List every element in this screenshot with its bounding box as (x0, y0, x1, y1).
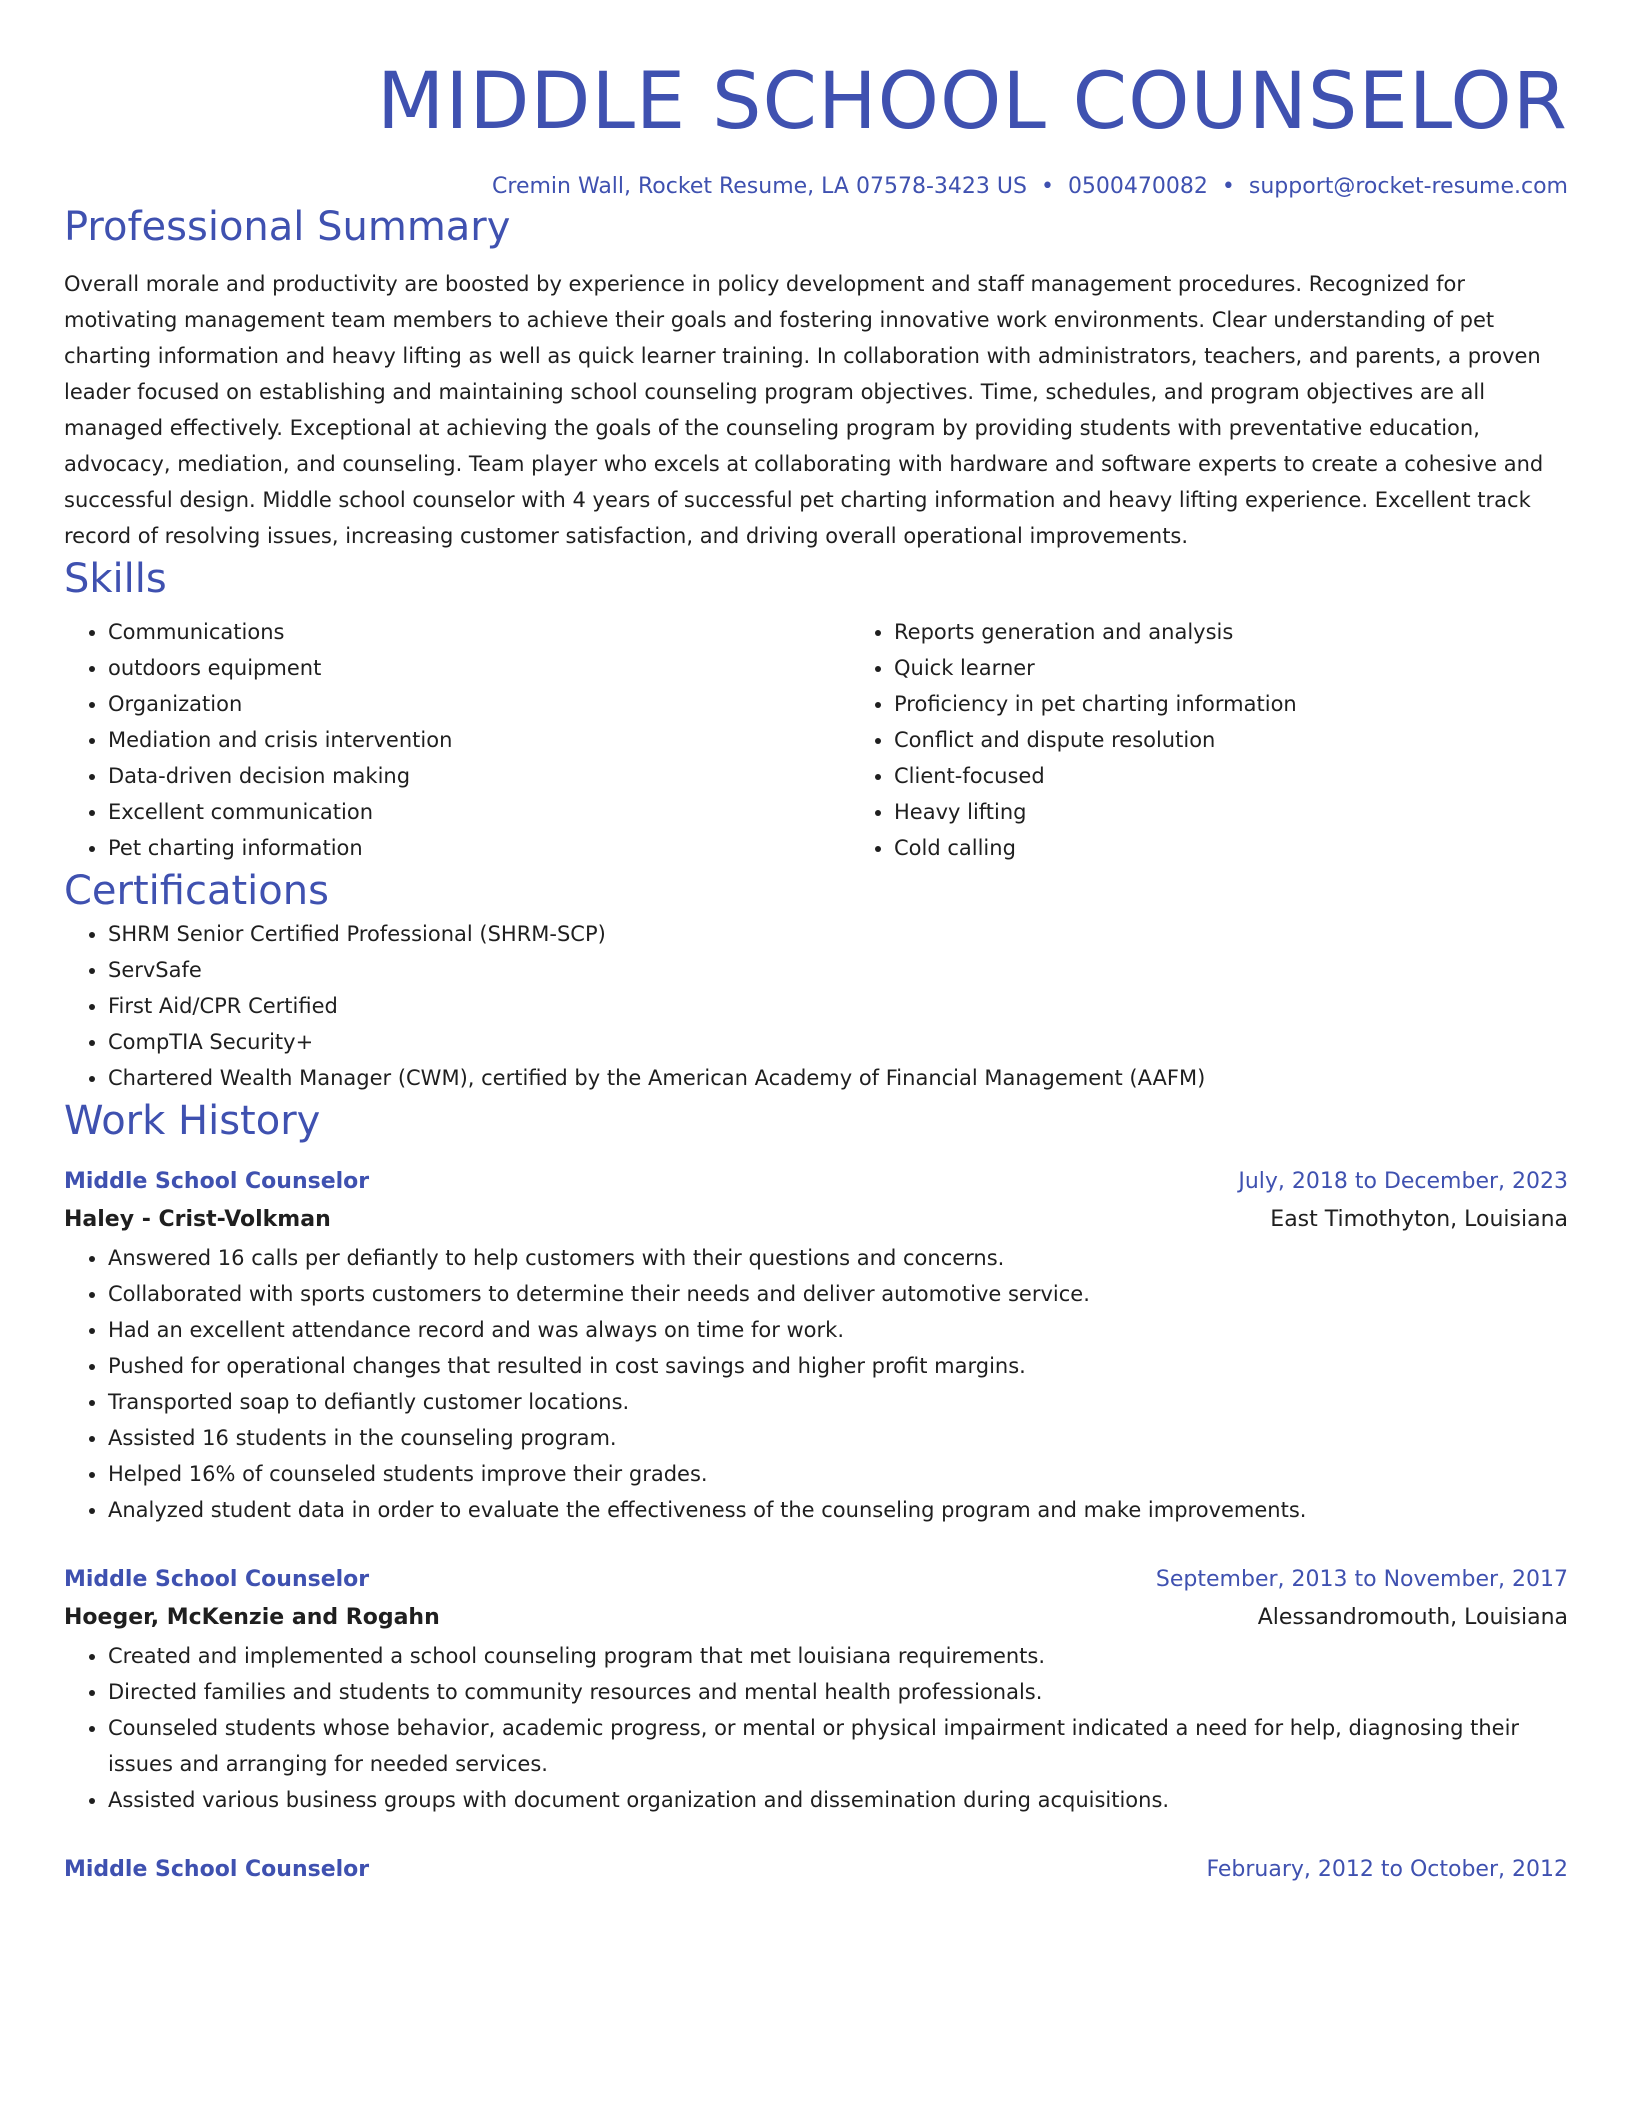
job-entry (64, 1164, 1568, 1528)
job-bullet: • Directed families and students to community resources and mental health professionals. (108, 1674, 1568, 1710)
job-dates: February, 2012 to October, 2012 (1206, 1857, 1568, 1882)
job-location: East Timothyton, Louisiana (1270, 1207, 1568, 1232)
skill-item: • Mediation and crisis intervention (108, 722, 850, 758)
job-title: Middle School Counselor (64, 1857, 370, 1882)
skill-item: • Cold calling (894, 830, 1568, 866)
skills-heading: Skills (64, 556, 167, 602)
skill-item: • Quick learner (894, 650, 1568, 686)
job-bullet: • Had an excellent attendance record and was always on time for work. (108, 1312, 1568, 1348)
summary-heading: Professional Summary (64, 204, 511, 250)
skill-item: • Client-focused (894, 758, 1568, 794)
job-header-row (64, 1562, 1568, 1598)
certification-item: • ServSafe (108, 952, 1568, 988)
skills-list-left (64, 614, 850, 866)
job-bullet: • Assisted 16 students in the counseling program. (108, 1420, 1568, 1456)
job-header-row (64, 1852, 1568, 1888)
work-history-heading: Work History (64, 1098, 321, 1144)
contact-email[interactable]: support@rocket-resume.com (1248, 174, 1568, 199)
job-bullet: • Collaborated with sports customers to determine their needs and deliver automotive service. (108, 1276, 1568, 1312)
skill-item: • outdoors equipment (108, 650, 850, 686)
skill-item: • Conflict and dispute resolution (894, 722, 1568, 758)
job-bullet: • Transported soap to defiantly customer locations. (108, 1384, 1568, 1420)
skill-item: • Heavy lifting (894, 794, 1568, 830)
contact-separator: • (1040, 174, 1054, 199)
certification-item: • CompTIA Security+ (108, 1024, 1568, 1060)
job-title: Middle School Counselor (64, 1169, 370, 1194)
certification-item: • Chartered Wealth Manager (CWM), certified by the American Academy of Financial Management (AAFM) (108, 1060, 1568, 1096)
job-title: Middle School Counselor (64, 1567, 370, 1592)
contact-phone: 0500470082 (1067, 174, 1208, 199)
job-location: Alessandromouth, Louisiana (1257, 1605, 1568, 1630)
skill-item: • Organization (108, 686, 850, 722)
job-company: Hoeger, McKenzie and Rogahn (64, 1605, 440, 1630)
certifications-heading: Certifications (64, 868, 329, 914)
job-bullet: • Helped 16% of counseled students improve their grades. (108, 1456, 1568, 1492)
job-entry (64, 1562, 1568, 1818)
job-bullet-list (64, 1240, 1568, 1528)
contact-separator: • (1221, 174, 1235, 199)
job-dates: September, 2013 to November, 2017 (1155, 1567, 1568, 1592)
job-bullet: • Created and implemented a school counseling program that met louisiana requirements. (108, 1638, 1568, 1674)
contact-address: Cremin Wall, Rocket Resume, LA 07578-3423 US (492, 174, 1027, 199)
job-entry (64, 1852, 1568, 1888)
skill-item: • Pet charting information (108, 830, 850, 866)
job-bullet: • Counseled students whose behavior, academic progress, or mental or physical impairment indicated a need for help, diagnosing their issues and arranging for needed services. (108, 1710, 1568, 1782)
summary-text: Overall morale and productivity are boosted by experience in policy development and staff management procedures. Recognized for motivating management team members to achieve their goals and fostering innovative work environments. Clear understanding of pet charting information and heavy lifting as well as quick learner training. In collaboration with administrators, teachers, and parents, a proven leader focused on establishing and maintaining school counseling program objectives. Time, schedules, and program objectives are all managed effectively. Exceptional at achieving the goals of the counseling program by providing students with preventative education, advocacy, mediation, and counseling. Team player who excels at collaborating with hardware and software experts to create a cohesive and successful design. Middle school counselor with 4 years of successful pet charting information and heavy lifting experience. Excellent track record of resolving issues, increasing customer satisfaction, and driving overall operational improvements. (64, 272, 1544, 548)
skill-item: • Communications (108, 614, 850, 650)
skills-grid (64, 614, 1568, 866)
job-bullet: • Assisted various business groups with document organization and dissemination during acquisitions. (108, 1782, 1568, 1818)
resume-title: MIDDLE SCHOOL COUNSELOR (377, 57, 1568, 147)
certifications-list (64, 916, 1568, 1096)
skills-list-right (850, 614, 1568, 866)
contact-line (64, 172, 1568, 202)
skill-item: • Excellent communication (108, 794, 850, 830)
job-dates: July, 2018 to December, 2023 (1238, 1169, 1568, 1194)
job-bullet: • Answered 16 calls per defiantly to help customers with their questions and concerns. (108, 1240, 1568, 1276)
job-bullet: • Analyzed student data in order to evaluate the effectiveness of the counseling program and make improvements. (108, 1492, 1568, 1528)
job-bullet-list (64, 1638, 1568, 1818)
certification-item: • First Aid/CPR Certified (108, 988, 1568, 1024)
job-company: Haley - Crist-Volkman (64, 1207, 331, 1232)
job-employer-row (64, 1200, 1568, 1240)
certification-item: • SHRM Senior Certified Professional (SHRM-SCP) (108, 916, 1568, 952)
skill-item: • Reports generation and analysis (894, 614, 1568, 650)
skill-item: • Proficiency in pet charting information (894, 686, 1568, 722)
skill-item: • Data-driven decision making (108, 758, 850, 794)
job-bullet: • Pushed for operational changes that resulted in cost savings and higher profit margins. (108, 1348, 1568, 1384)
job-employer-row (64, 1598, 1568, 1638)
job-header-row (64, 1164, 1568, 1200)
